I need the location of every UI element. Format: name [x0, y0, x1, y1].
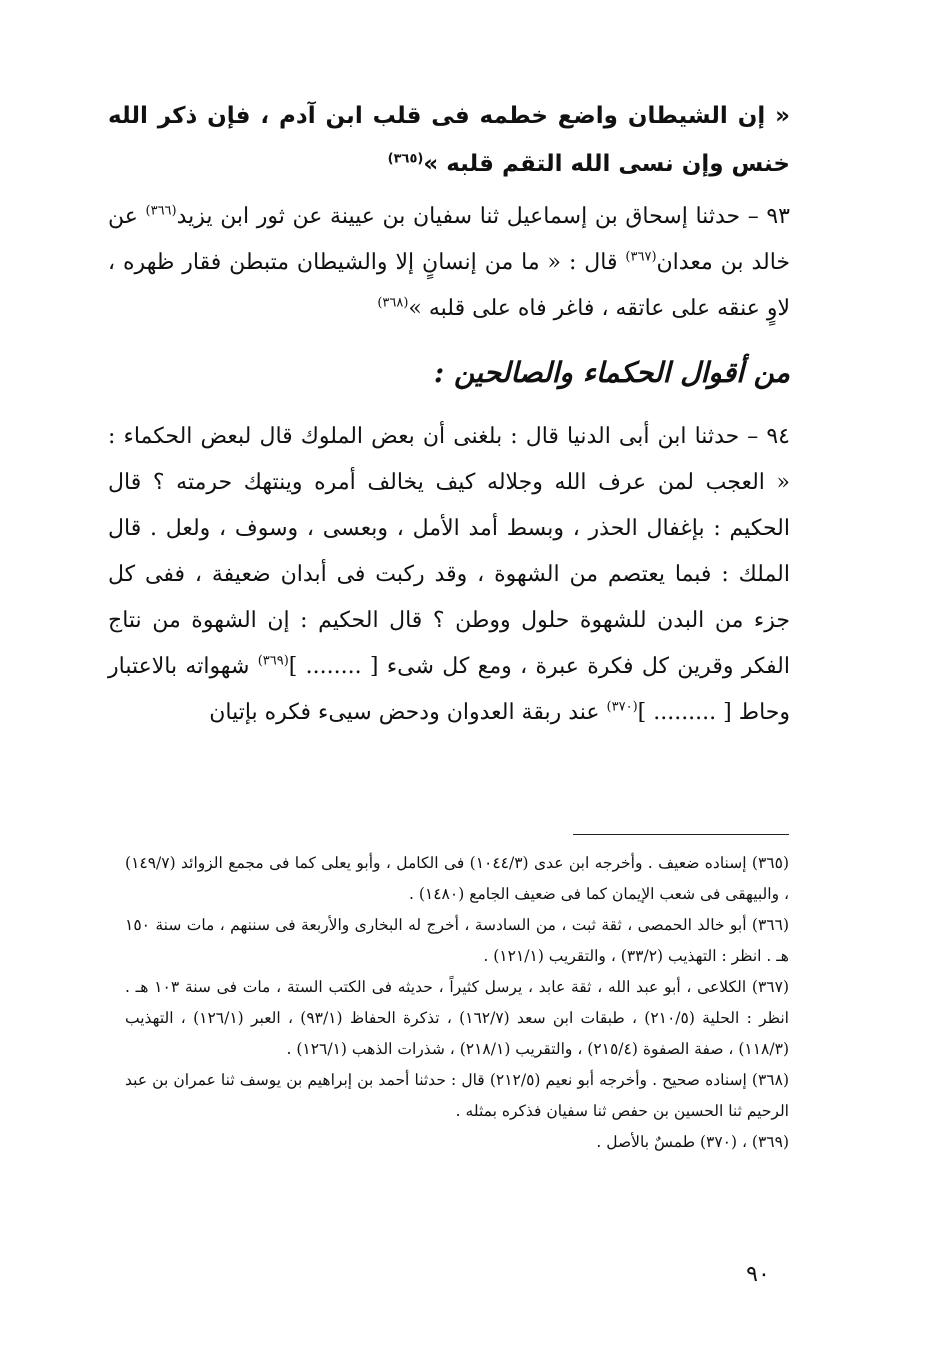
- paragraph-94: [108, 414, 790, 736]
- main-text: [108, 92, 790, 736]
- section-heading: من أقوال الحكماء والصالحين :: [433, 356, 790, 389]
- page-number: ٩٠: [746, 1262, 770, 1287]
- footnote-368: (٣٦٨) إسناده صحيح . وأخرجه أبو نعيم (٢١٢/٥) قال : حدثنا أحمد بن إبراهيم بن يوسف ثنا عمران بن عبد الرحيم ثنا الحسين بن حفص ثنا سفيان فذكره بمثله .: [125, 1071, 789, 1120]
- paragraph-93-text-2: عن خالد بن معدان: [108, 204, 790, 275]
- paragraph-94-text-3: عند ربقة العدوان ودحض سيىء فكره بإتيان: [209, 700, 607, 725]
- footnote-ref-367: (٣٦٧): [625, 249, 657, 265]
- footnote-ref-366: (٣٦٦): [145, 203, 177, 219]
- footnote-366: (٣٦٦) أبو خالد الحمصى ، ثقة ثبت ، من السادسة ، أخرج له البخارى والأربعة فى سننهم ، مات سنة ١٥٠ هـ . انظر : التهذيب (٣٣/٢) ، والتقريب (١٢١/١) .: [125, 916, 789, 965]
- footnote-ref-369: (٣٦٩): [257, 653, 289, 669]
- paragraph-93-text-3: قال : « ما من إنسانٍ إلا والشيطان متبطن فقار ظهره ، لاوٍ عنقه على عاتقه ، فاغر فاه على قلبه »: [108, 250, 790, 321]
- hadith-quote: [108, 92, 790, 188]
- footnote-separator: [573, 834, 789, 835]
- footnote-365: (٣٦٥) إسناده ضعيف . وأخرجه ابن عدى (١٠٤٤/٣) فى الكامل ، وأبو يعلى كما فى مجمع الزوائد (١٤٩/٧) ، والبيهقى فى شعب الإيمان كما فى ضعيف الجامع (١٤٨٠) .: [125, 854, 789, 903]
- paragraph-93: [108, 194, 790, 332]
- footnote-ref-368: (٣٦٨): [377, 295, 409, 311]
- footnote-ref-365: (٣٦٥): [387, 151, 424, 167]
- hadith-quote-text: « إن الشيطان واضع خطمه فى قلب ابن آدم ، فإن ذكر الله خنس وإن نسى الله التقم قلبه »: [108, 103, 790, 177]
- footnote-367: (٣٦٧) الكلاعى ، أبو عبد الله ، ثقة عابد ، يرسل كثيراً ، حديثه فى الكتب الستة ، مات فى سنة ١٠٣ هـ . انظر : الحلية (٢١٠/٥) ، طبقات ابن سعد (١٦٢/٧) ، تذكرة الحفاظ (٩٣/١) ، العبر (١٢٦/١) ، التهذيب (١١٨/٣) ، صفة الصفوة (٢١٥/٤) ، والتقريب (٢١٨/١) ، شذرات الذهب (١٢٦/١) .: [125, 978, 789, 1058]
- footnotes: [125, 848, 789, 1158]
- footnote-369-370: (٣٦٩) ، (٣٧٠) طمسٌ بالأصل .: [596, 1133, 789, 1151]
- footnote-ref-370: (٣٧٠): [606, 699, 638, 715]
- paragraph-94-text-1: ٩٤ – حدثنا ابن أبى الدنيا قال : بلغنى أن بعض الملوك قال لبعض الحكماء : « العجب لمن عرف الله وجلاله كيف يخالف أمره وينتهك حرمته ؟ قال الحكيم : بإغفال الحذر ، وبسط أمد الأمل ، وبعسى ، وسوف ، ولعل . قال الملك : فبما يعتصم من الشهوة ، وقد ركبت فى أبدان ضعيفة ، ففى كل جزء من البدن للشهوة حلول ووطن ؟ قال الحكيم : إن الشهوة من نتاج الفكر وقرين كل فكرة عبرة ، ومع كل شىء [ ........ ]: [108, 424, 790, 679]
- paragraph-94-text-2: شهواته بالاعتبار وحاط [ ......... ]: [108, 654, 790, 725]
- paragraph-93-text-1: ٩٣ – حدثنا إسحاق بن إسماعيل ثنا سفيان بن عيينة عن ثور ابن يزيد: [176, 204, 790, 229]
